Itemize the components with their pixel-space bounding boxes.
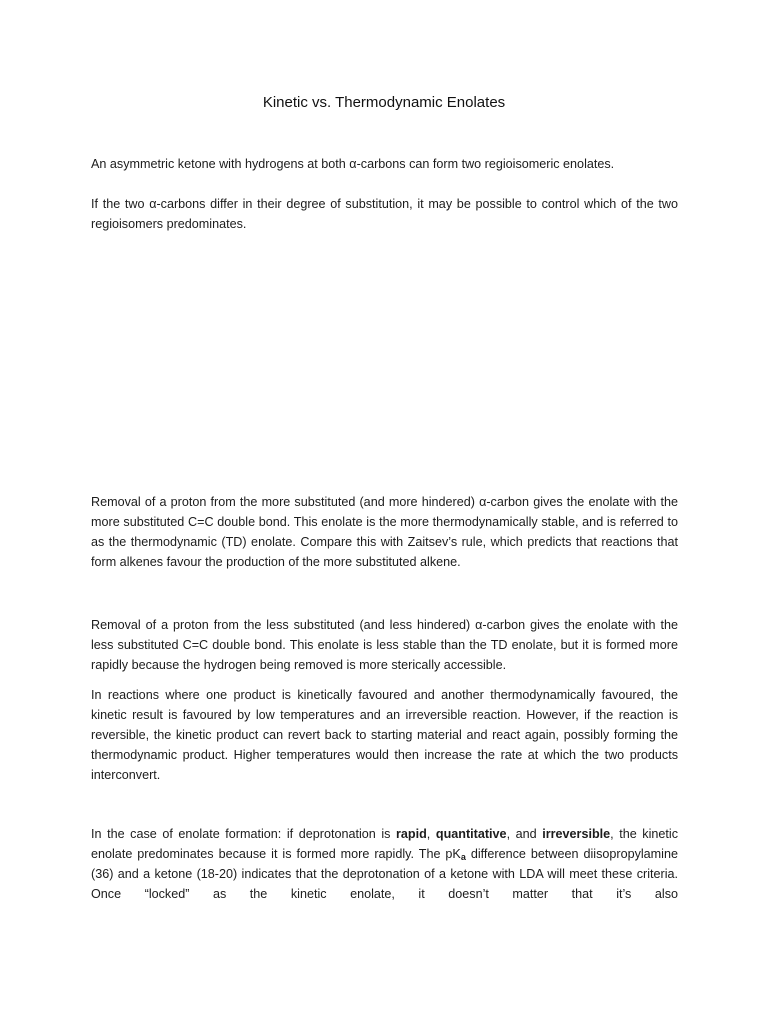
paragraph-1: An asymmetric ketone with hydrogens at both α-carbons can form two regioisomeric enolates. <box>91 157 615 171</box>
p6-bold-rapid: rapid <box>396 827 427 841</box>
p6-text-5: difference between diisopropylamine (36) and a ketone (18-20) indicates that the deprotonation of a ketone with LDA will meet these criteria. Once “locked” as the kinetic enolate, it doesn’t matter that it’s also <box>91 847 678 901</box>
paragraph-5: In reactions where one product is kinetically favoured and another thermodynamically favoured, the kinetic result is favoured by low temperatures and an irreversible reaction. However, if the reaction is reversible, the kinetic product can revert back to starting material and react again, possibly forming the thermodynamic product. Higher temperatures would then increase the rate at which the two products interconvert. <box>91 688 678 782</box>
p6-bold-quantitative: quantitative <box>435 827 507 841</box>
p6-text-2: , <box>426 827 436 841</box>
paragraph-2: If the two α-carbons differ in their degree of substitution, it may be possible to control which of the two regioisomers predominates. <box>91 197 678 231</box>
paragraph-3: Removal of a proton from the more substituted (and more hindered) α-carbon gives the enolate with the more substituted C=C double bond. This enolate is the more thermodynamically stable, and is referred to as the thermodynamic (TD) enolate. Compare this with Zaitsev’s rule, which predicts that reactions that form alkenes favour the production of the more substituted alkene. <box>91 495 678 569</box>
paragraph-4: Removal of a proton from the less substituted (and less hindered) α-carbon gives the enolate with the less substituted C=C double bond. This enolate is less stable than the TD enolate, but it is formed more rapidly because the hydrogen being removed is more sterically accessible. <box>91 618 678 672</box>
p6-text-3: , and <box>506 827 543 841</box>
pka-subscript: a <box>460 852 466 862</box>
p6-text-1: In the case of enolate formation: if deprotonation is <box>91 827 396 841</box>
page-title: Kinetic vs. Thermodynamic Enolates <box>262 94 506 111</box>
paragraph-6 <box>91 824 678 904</box>
p6-text-4: , the kinetic enolate predominates because it is formed more rapidly. The pK <box>91 827 679 861</box>
p6-bold-irreversible: irreversible <box>542 827 611 841</box>
